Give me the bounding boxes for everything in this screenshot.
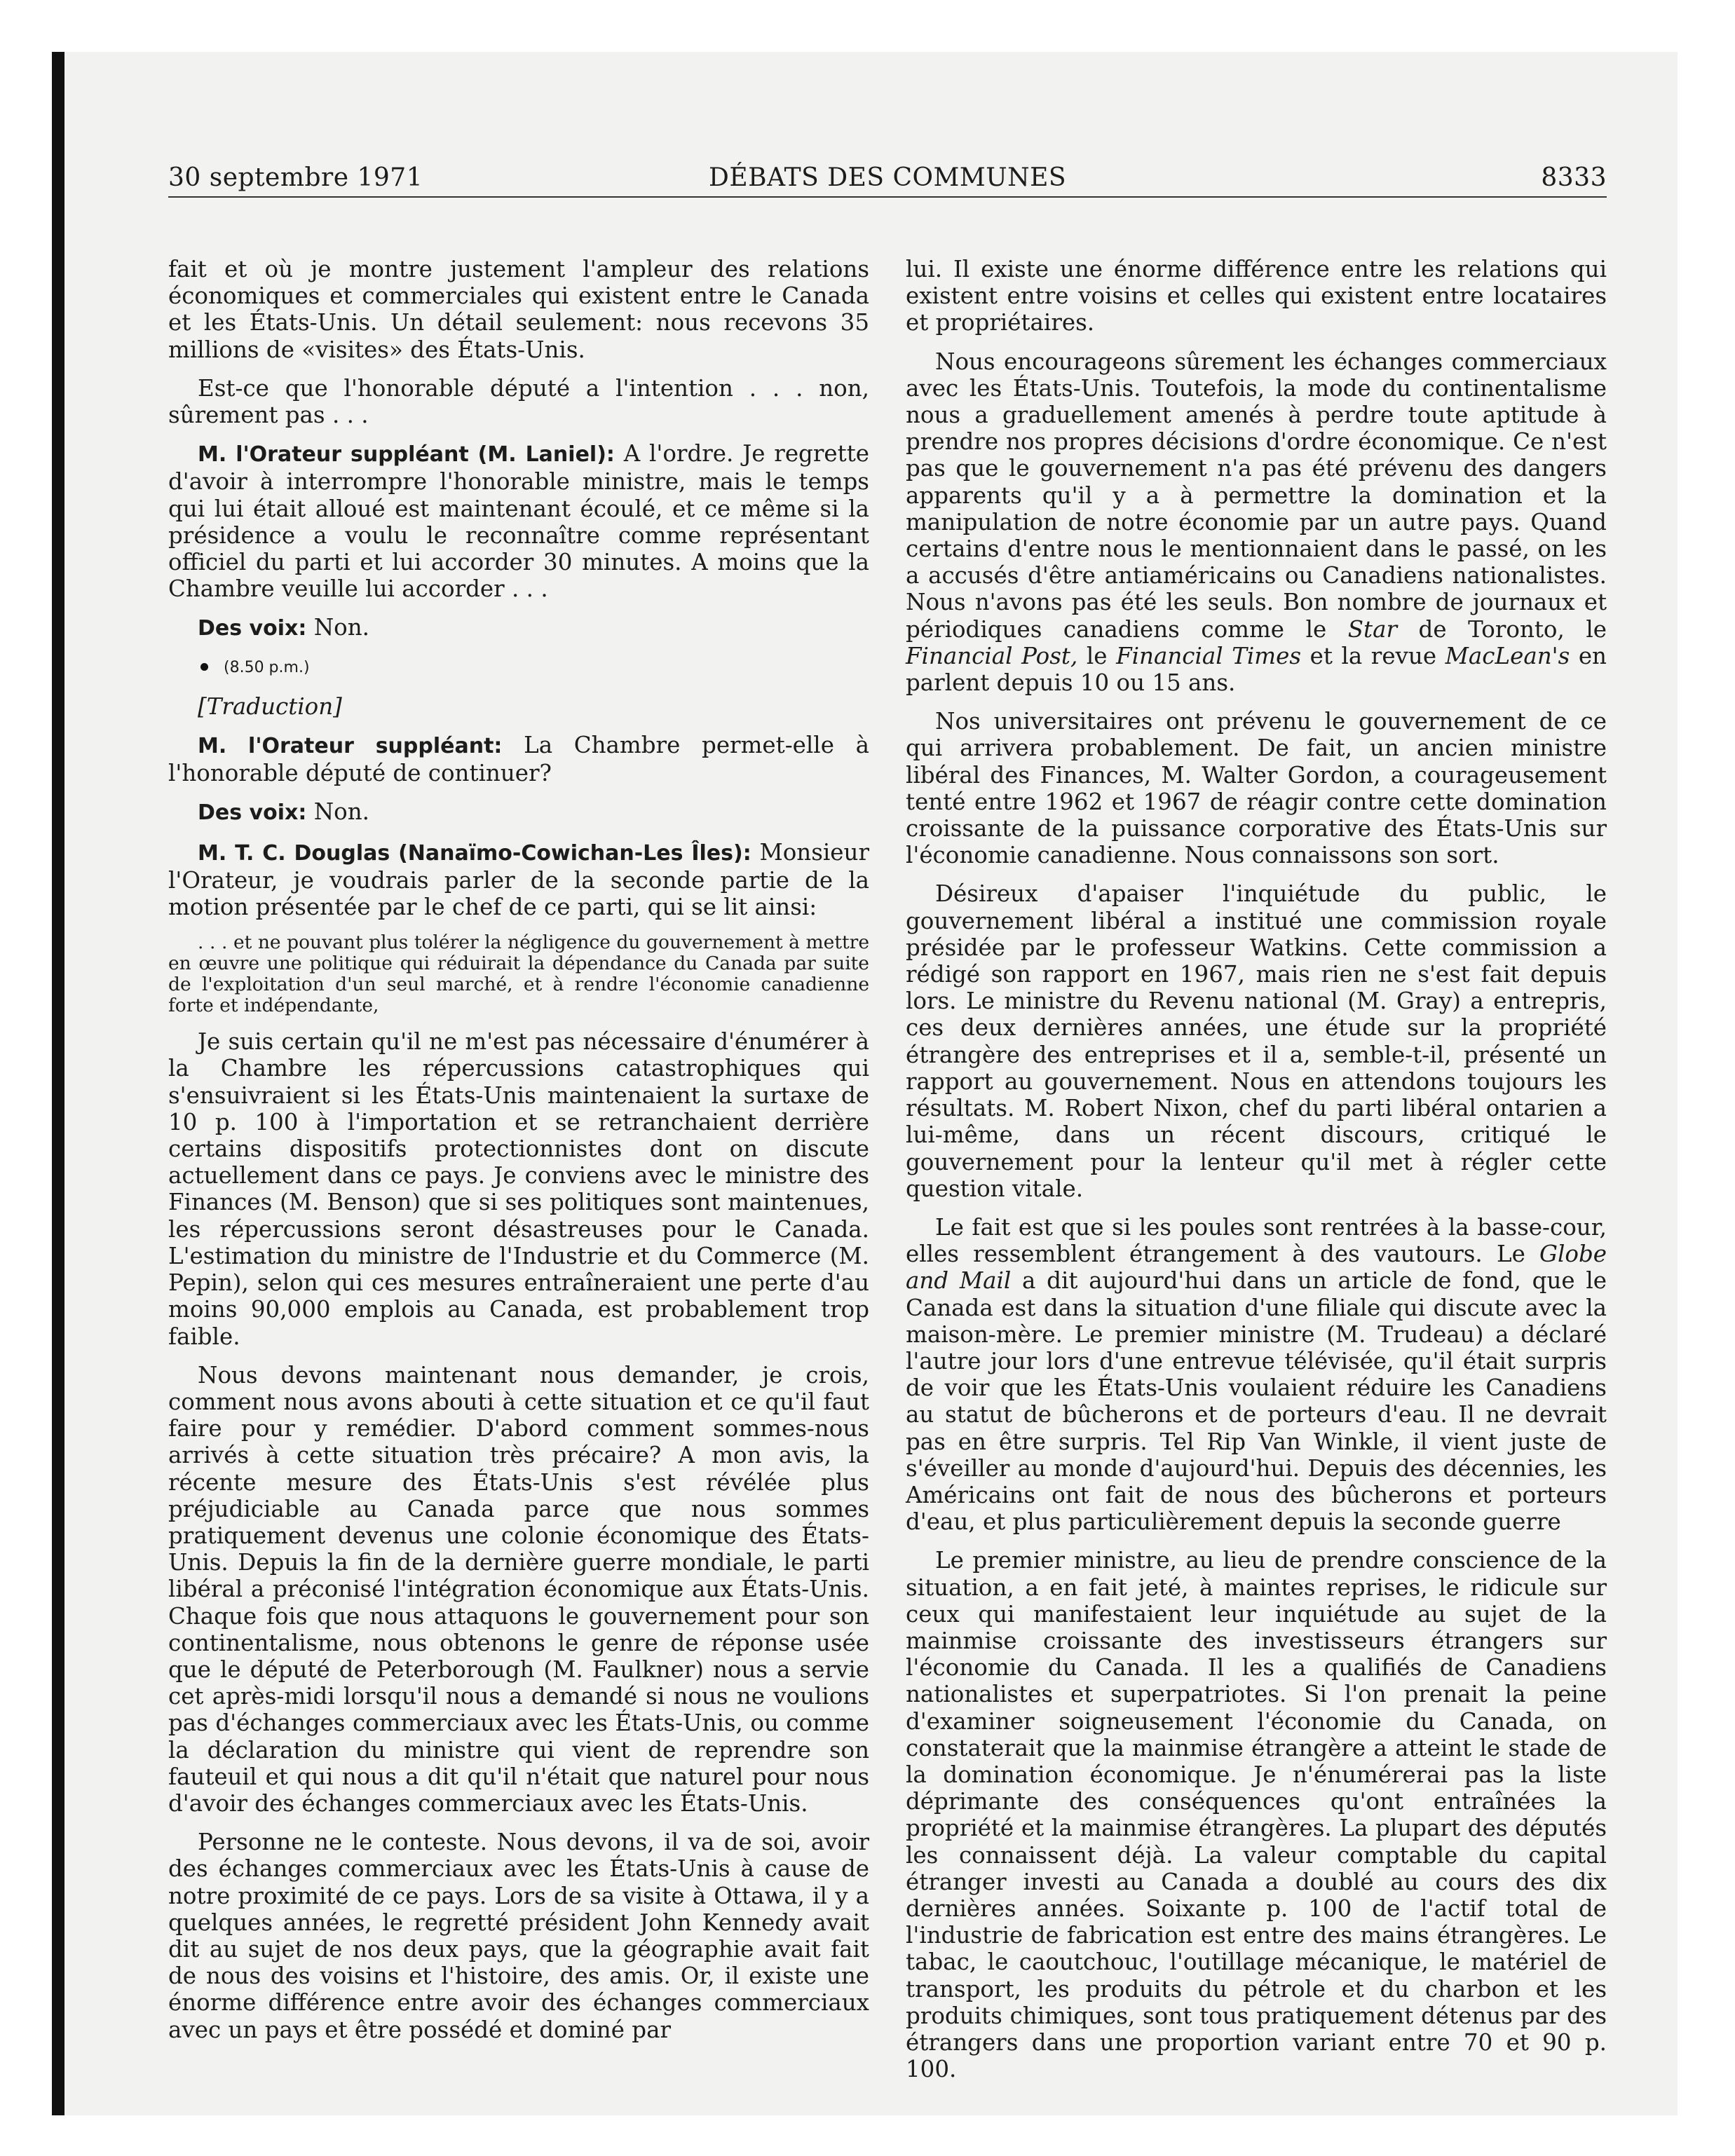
publication-name: Star xyxy=(1347,615,1397,643)
speaker-name: Des voix: xyxy=(198,616,307,641)
speaker-name: M. T. C. Douglas (Nanaïmo-Cowichan-Les Îles): xyxy=(198,840,751,866)
text-run: Le fait est que si les poules sont rentrées à la basse-cour, elles ressemblent étrangement à des vautours. Le xyxy=(906,1213,1607,1268)
paragraph: Je suis certain qu'il ne m'est pas nécessaire d'énumérer à la Chambre les répercussions catastrophiques qui s'ensuivraient si les États-Unis maintenaient la surtaxe de 10 p. 100 à l'importation et se retranchaient derrière certains dispositifs protectionnistes dont on discute actuellement dans ce pays. Je conviens avec le ministre des Finances (M. Benson) que si ses politiques sont maintenues, les répercussions seront désastreuses pour le Canada. L'estimation du ministre de l'Industrie et du Commerce (M. Pepin), selon qui ces mesures entraîneraient une perte d'au moins 90,000 emplois au Canada, est probablement trop faible. xyxy=(168,1028,869,1350)
text-run: en parlent depuis 10 ou 15 ans. xyxy=(906,642,1607,697)
text-run: Nous encourageons sûrement les échanges commerciaux avec les États-Unis. Toutefois, la mode du continentalisme nous a graduellement amenés à perdre toute aptitude à prendre nos propres décisions d'ordre économique. Ce n'est pas que le gouvernement n'a pas été prévenu des dangers apparents qu'il y a à permettre la domination et la manipulation de notre économie par un autre pays. Quand certains d'entre nous le mentionnaient dans le passé, on les a accusés d'être antiaméricains ou Canadiens nationalistes. Nous n'avons pas été les seuls. Bon nombre de journaux et périodiques canadiens comme le xyxy=(906,348,1607,643)
paragraph xyxy=(906,348,1607,697)
publication-name: Financial Times xyxy=(1116,642,1302,669)
time-text: (8.50 p.m.) xyxy=(224,658,310,676)
publication-name: MacLean's xyxy=(1445,642,1570,669)
speech xyxy=(168,614,869,642)
speech-text: Non. xyxy=(306,614,369,641)
translation-note: [Traduction] xyxy=(198,692,342,720)
right-column xyxy=(906,256,1607,2094)
speech xyxy=(168,798,869,826)
header-title: DÉBATS DES COMMUNES xyxy=(708,163,1067,192)
bullet-icon xyxy=(200,663,208,671)
time-stamp xyxy=(168,655,869,681)
paragraph: fait et où je montre justement l'ampleur des relations économiques et commerciales qui existent entre le Canada et les États-Unis. Un détail seulement: nous recevons 35 millions de «visites» des États-Unis. xyxy=(168,256,869,363)
header-page-number: 8333 xyxy=(1541,163,1607,192)
left-column xyxy=(168,256,869,2055)
publication-name: Globe and Mail xyxy=(906,1241,1607,1295)
paragraph xyxy=(906,1214,1607,1535)
speech-text: La Chambre permet-elle à l'honorable député de continuer? xyxy=(168,732,869,787)
speech-text: Non. xyxy=(306,798,369,826)
text-run: a dit aujourd'hui dans un article de fond, que le Canada est dans la situation d'une filiale qui discute avec la maison-mère. Le premier ministre (M. Trudeau) a déclaré l'autre jour lors d'une entrevue télévisée, qu'il était surpris de voir que les États-Unis voulaient réduire les Canadiens au statut de bûcherons et de porteurs d'eau. Il ne devrait pas en être surpris. Tel Rip Van Winkle, il vient juste de s'éveiller au monde d'aujourd'hui. Depuis des décennies, les Américains ont fait de nous des bûcherons et porteurs d'eau, et plus particulièrement depuis la seconde guerre xyxy=(906,1267,1607,1536)
page-header xyxy=(168,160,1607,198)
text-run: de Toronto, le xyxy=(1397,615,1607,643)
paragraph: Est-ce que l'honorable député a l'intention . . . non, sûrement pas . . . xyxy=(168,374,869,429)
text-run: et la revue xyxy=(1301,642,1445,669)
speaker-name: Des voix: xyxy=(198,800,307,826)
paragraph: Personne ne le conteste. Nous devons, il va de soi, avoir des échanges commerciaux avec les États-Unis à cause de notre proximité de ce pays. Lors de sa visite à Ottawa, il y a quelques années, le regretté président John Kennedy avait dit au sujet de nos deux pays, que la géographie avait fait de nous des voisins et l'histoire, des amis. Or, il existe une énorme différence entre avoir des échanges commerciaux avec un pays et être possédé et dominé par xyxy=(168,1829,869,2043)
translation-label: Traduction xyxy=(206,692,334,720)
paragraph: Désireux d'apaiser l'inquiétude du public, le gouvernement libéral a institué une commission royale présidée par le professeur Watkins. Cette commission a rédigé son rapport en 1967, mais rien ne s'est fait depuis lors. Le ministre du Revenu national (M. Gray) a entrepris, ces deux dernières années, une étude sur la propriété étrangère des entreprises et il a, semble-t-il, présenté un rapport au gouvernement. Nous en attendons toujours les résultats. M. Robert Nixon, chef du parti libéral ontarien a lui-même, dans un récent discours, critiqué le gouvernement pour la lenteur qu'il met à régler cette question vitale. xyxy=(906,880,1607,1202)
text-run: le xyxy=(1077,642,1117,669)
publication-name: Financial Post, xyxy=(906,642,1078,669)
speech xyxy=(168,732,869,786)
header-date: 30 septembre 1971 xyxy=(168,163,423,192)
speech xyxy=(168,440,869,602)
paragraph: Nous devons maintenant nous demander, je crois, comment nous avons abouti à cette situation et ce qu'il faut faire pour y remédier. D'abord comment sommes-nous arrivés à cette situation très précaire? A mon avis, la récente mesure des États-Unis s'est révélée plus préjudiciable au Canada parce que nous sommes pratiquement devenus une colonie économique des États-Unis. Depuis la fin de la dernière guerre mondiale, le parti libéral a préconisé l'intégration économique aux États-Unis. Chaque fois que nous attaquons le gouvernement pour son continentalisme, nous obtenons le genre de réponse usée que le député de Peterborough (M. Faulkner) nous a servie cet après-midi lorsqu'il nous a demandé si nous ne voulions pas d'échanges commerciaux avec les États-Unis, ou comme la déclaration du ministre qui vient de reprendre son fauteuil et qui nous a dit qu'il n'était que naturel pour nous d'avoir des échanges commerciaux avec les États-Unis. xyxy=(168,1361,869,1817)
speech-text: Monsieur l'Orateur, je voudrais parler de la seconde partie de la motion présentée par le chef de ce parti, qui se lit ainsi: xyxy=(168,838,869,921)
paragraph: Le premier ministre, au lieu de prendre conscience de la situation, a en fait jeté, à maintes reprises, le ridicule sur ceux qui manifestaient leur inquiétude au sujet de la mainmise croissante des investisseurs étrangers sur l'économie du Canada. Il les a qualifiés de Canadiens nationalistes et superpatriotes. Si l'on prenait la peine d'examiner soigneusement l'économie du Canada, on constaterait que la mainmise étrangère a atteint le stade de la domination économique. Je n'énumérerai pas la liste déprimante des conséquences qu'ont entraînées la propriété et la mainmise étrangères. La plupart des députés les connaissent déjà. La valeur comptable du capital étranger investi au Canada a doublé au cours des dix dernières années. Soixante p. 100 de l'actif total de l'industrie de fabrication est entre des mains étrangères. Le tabac, le caoutchouc, l'outillage mécanique, le matériel de transport, les produits du pétrole et du charbon et les produits chimiques, sont tous pratiquement détenus par des étrangers dans une proportion variant entre 70 et 90 p. 100. xyxy=(906,1547,1607,2083)
motion-quote: . . . et ne pouvant plus tolérer la négligence du gouvernement à mettre en œuvre une politique qui réduirait la dépendance du Canada par suite de l'exploitation d'un seul marché, et à rendre l'économie canadienne forte et indépendante, xyxy=(168,932,869,1017)
speech xyxy=(168,839,869,921)
paragraph: Nos universitaires ont prévenu le gouvernement de ce qui arrivera probablement. De fait, un ancien ministre libéral des Finances, M. Walter Gordon, a courageusement tenté entre 1962 et 1967 de réagir contre cette domination croissante de la puissance corporative des États-Unis sur l'économie canadienne. Nous connaissons son sort. xyxy=(906,708,1607,869)
paragraph: lui. Il existe une énorme différence entre les relations qui existent entre voisins et celles qui existent entre locataires et propriétaires. xyxy=(906,256,1607,336)
speaker-name: M. l'Orateur suppléant: xyxy=(198,734,503,759)
speaker-name: M. l'Orateur suppléant (M. Laniel): xyxy=(198,442,615,468)
speech-text: A l'ordre. Je regrette d'avoir à interrompre l'honorable ministre, mais le temps qui lui était alloué est maintenant écoulé, et ce même si la présidence a voulu le reconnaître comme représentant officiel du parti et lui accorder 30 minutes. A moins que la Chambre veuille lui accorder . . . xyxy=(168,440,869,603)
